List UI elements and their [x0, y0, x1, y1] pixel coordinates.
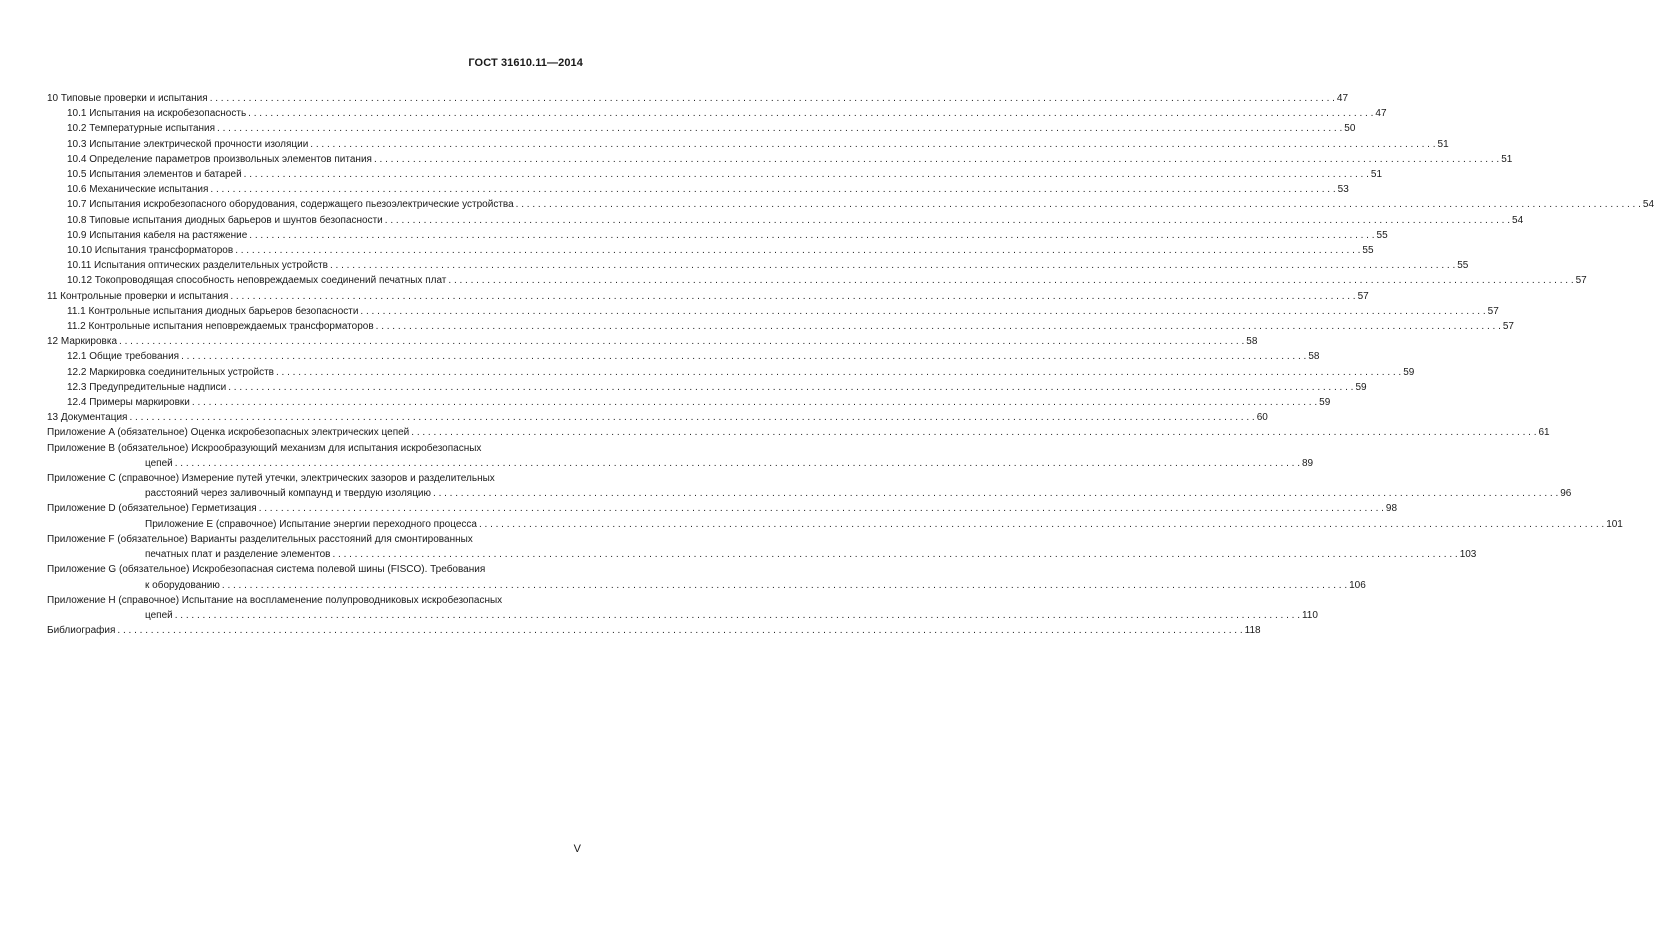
dot-leader: [360, 304, 1485, 319]
dot-leader: [448, 273, 1573, 288]
toc-entry-page: 110: [1301, 609, 1318, 621]
annex-entry: [47, 517, 1623, 532]
dot-leader: [249, 228, 1374, 243]
toc-entry-page: 59: [1403, 366, 1415, 378]
bibliography-entry: [47, 623, 1261, 638]
toc-entry-title: 12.3 Предупредительные надписи: [67, 381, 227, 393]
annex-title-line: Приложение C (справочное) Измерение путей утечки, электрических зазоров и разделительных: [47, 473, 495, 485]
dot-leader: [244, 167, 1369, 182]
annex-entry: [47, 425, 1550, 440]
annex-title-line: Приложение B (обязательное) Искрообразующий механизм для испытания искробезопасных: [47, 442, 482, 454]
toc-entry-title: Приложение A (обязательное) Оценка искробезопасных электрических цепей: [47, 427, 410, 439]
toc-entry-page: 98: [1385, 503, 1398, 515]
annex-title-continuation: [47, 608, 1318, 623]
toc-entry-title: 10.3 Испытание электрической прочности изоляции: [67, 138, 309, 150]
toc-entry: [47, 137, 1449, 152]
dot-leader: [479, 517, 1604, 532]
toc-entry-title: 10.1 Испытания на искробезопасность: [67, 108, 247, 120]
toc-entry: [47, 228, 1388, 243]
annex-title-continuation: [47, 578, 1366, 593]
toc-entry-title: 10 Типовые проверки и испытания: [47, 93, 208, 104]
toc-entry-title: к оборудованию: [145, 579, 220, 591]
dot-leader: [332, 547, 1457, 562]
annex-entry: [47, 562, 1366, 592]
annex-entry: [47, 471, 1572, 501]
toc-entry-page: 57: [1487, 305, 1499, 317]
toc-entry-title: 10.8 Типовые испытания диодных барьеров и шунтов безопасности: [67, 214, 383, 226]
dot-leader: [210, 182, 1335, 197]
toc-entry: [47, 349, 1320, 364]
dot-leader: [119, 334, 1244, 349]
dot-leader: [259, 501, 1384, 516]
toc-entry-title: 12.4 Примеры маркировки: [67, 397, 190, 409]
toc-entry-page: 61: [1538, 427, 1550, 439]
table-of-contents: [47, 91, 1654, 638]
toc-entry-title: 13 Документация: [47, 412, 128, 424]
toc-entry: [47, 213, 1524, 228]
toc-entry-page: 51: [1501, 153, 1513, 165]
dot-leader: [433, 486, 1558, 501]
annex-entry: [47, 593, 1318, 623]
toc-entry-page: 55: [1457, 260, 1469, 272]
dot-leader: [181, 349, 1306, 364]
standard-header: ГОСТ 31610.11—2014: [468, 57, 583, 69]
toc-entry: [47, 106, 1387, 121]
dot-leader: [516, 197, 1641, 212]
toc-entry-page: 101: [1606, 518, 1623, 530]
toc-entry-title: 10.6 Механические испытания: [67, 184, 209, 196]
toc-entry-title: 12.2 Маркировка соединительных устройств: [67, 366, 274, 378]
toc-entry-page: 47: [1336, 93, 1349, 104]
toc-entry-page: 50: [1344, 123, 1356, 135]
toc-entry-page: 47: [1375, 108, 1387, 120]
annex-title-continuation: [47, 456, 1314, 471]
toc-entry-page: 60: [1256, 412, 1268, 424]
dot-leader: [117, 623, 1242, 638]
toc-entry: [47, 152, 1513, 167]
toc-entry-page: 103: [1459, 549, 1477, 561]
toc-entry-page: 96: [1560, 488, 1572, 500]
toc-entry-title: цепей: [145, 457, 173, 469]
annex-title-line: Приложение F (обязательное) Варианты разделительных расстояний для смонтированных: [47, 533, 473, 545]
toc-entry-page: 55: [1376, 229, 1388, 241]
annex-title-continuation: [47, 547, 1477, 562]
toc-entry: [47, 395, 1331, 410]
dot-leader: [248, 106, 1373, 121]
toc-entry-page: 51: [1370, 169, 1383, 181]
page-number: V: [573, 843, 581, 855]
dot-leader: [192, 395, 1317, 410]
toc-entry-title: 12.1 Общие требования: [67, 351, 180, 363]
dot-leader: [230, 289, 1355, 304]
toc-entry-title: печатных плат и разделение элементов: [145, 549, 331, 561]
toc-entry-page: 51: [1437, 138, 1449, 150]
toc-entry-title: Приложение E (справочное) Испытание энергии переходного процесса: [145, 518, 477, 530]
toc-entry-page: 54: [1642, 199, 1654, 211]
dot-leader: [376, 319, 1501, 334]
toc-entry-page: 59: [1319, 397, 1331, 409]
toc-entry-title: 11.1 Контрольные испытания диодных барьеров безопасности: [67, 305, 359, 317]
dot-leader: [175, 608, 1300, 623]
toc-entry-page: 118: [1244, 625, 1261, 637]
dot-leader: [310, 137, 1435, 152]
toc-entry-title: расстояний через заливочный компаунд и твердую изоляцию: [145, 488, 432, 500]
annex-title-continuation: [47, 486, 1572, 501]
toc-entry: [47, 91, 1349, 106]
toc-entry-page: 106: [1349, 579, 1366, 591]
toc-entry-title: 10.5 Испытания элементов и батарей: [67, 169, 242, 181]
dot-leader: [276, 365, 1401, 380]
toc-entry: [47, 365, 1415, 380]
dot-leader: [175, 456, 1300, 471]
toc-entry-title: Приложение D (обязательное) Герметизация: [47, 503, 257, 515]
dot-leader: [129, 410, 1254, 425]
toc-entry: [47, 410, 1268, 425]
toc-entry-title: 10.7 Испытания искробезопасного оборудования, содержащего пьезоэлектрические устройства: [67, 199, 514, 211]
toc-entry: [47, 167, 1383, 182]
toc-entry-title: цепей: [145, 609, 173, 621]
toc-entry-page: 58: [1246, 336, 1258, 348]
toc-entry-page: 57: [1502, 321, 1514, 333]
toc-entry-page: 59: [1355, 381, 1367, 393]
dot-leader: [385, 213, 1510, 228]
toc-entry: [47, 380, 1367, 395]
toc-entry-page: 55: [1362, 245, 1374, 257]
annex-title-line: Приложение H (справочное) Испытание на воспламенение полупроводниковых искробезопасных: [47, 594, 503, 606]
toc-entry-title: 11.2 Контрольные испытания неповреждаемых трансформаторов: [67, 321, 374, 333]
annex-entry: [47, 441, 1314, 471]
dot-leader: [217, 121, 1342, 136]
toc-entry: [47, 197, 1654, 212]
toc-entry-title: 10.10 Испытания трансформаторов: [67, 245, 234, 257]
toc-entry: [47, 182, 1349, 197]
toc-entry: [47, 319, 1514, 334]
toc-entry-title: 10.4 Определение параметров произвольных элементов питания: [67, 153, 372, 165]
dot-leader: [411, 425, 1536, 440]
toc-entry-title: 10.9 Испытания кабеля на растяжение: [67, 229, 248, 241]
toc-entry-title: 10.11 Испытания оптических разделительных устройств: [67, 260, 328, 272]
toc-entry-page: 53: [1337, 184, 1349, 196]
annex-entry: [47, 532, 1477, 562]
toc-entry: [47, 273, 1587, 288]
toc-entry-title: 12 Маркировка: [47, 336, 118, 348]
toc-entry: [47, 121, 1356, 136]
toc-entry-page: 54: [1512, 214, 1524, 226]
toc-entry: [47, 334, 1258, 349]
toc-entry: [47, 304, 1499, 319]
dot-leader: [330, 258, 1455, 273]
dot-leader: [222, 578, 1347, 593]
toc-entry-page: 89: [1301, 457, 1314, 469]
toc-entry: [47, 289, 1369, 304]
annex-entry: [47, 501, 1398, 516]
annex-title-line: Приложение G (обязательное) Искробезопасная система полевой шины (FISCO). Требования: [47, 564, 486, 576]
toc-entry-page: 57: [1575, 275, 1587, 287]
dot-leader: [235, 243, 1360, 258]
toc-entry-title: Библиография: [47, 625, 116, 637]
toc-entry-title: 11 Контрольные проверки и испытания: [47, 290, 229, 302]
dot-leader: [210, 91, 1335, 106]
toc-entry: [47, 258, 1469, 273]
toc-entry-title: 10.12 Токопроводящая способность неповреждаемых соединений печатных плат: [67, 275, 447, 287]
dot-leader: [228, 380, 1353, 395]
toc-entry: [47, 243, 1374, 258]
toc-entry-page: 58: [1308, 351, 1320, 363]
toc-entry-page: 57: [1357, 290, 1369, 302]
toc-entry-title: 10.2 Температурные испытания: [67, 123, 216, 135]
dot-leader: [374, 152, 1499, 167]
